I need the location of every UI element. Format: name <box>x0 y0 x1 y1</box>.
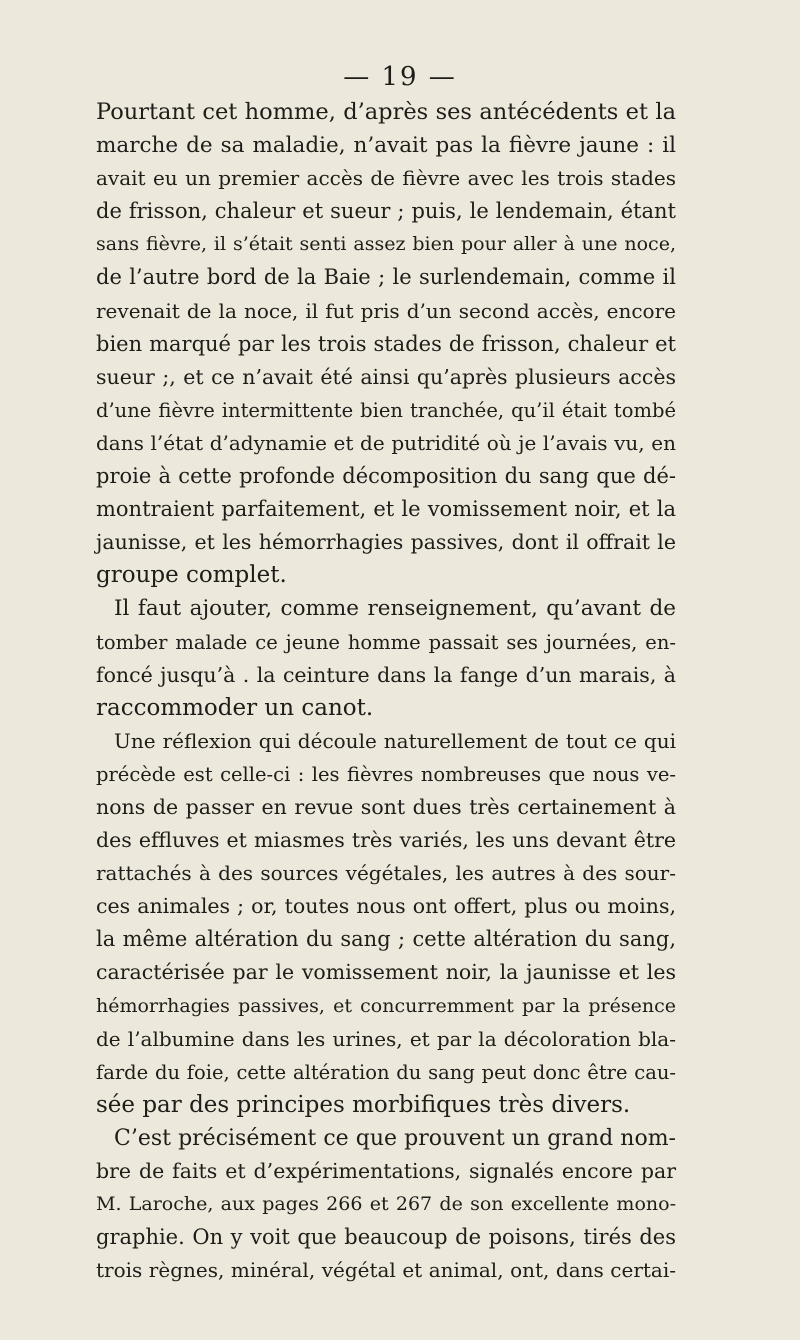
text-line: dans l’état d’adynamie et de putridité où je l’avais vu, en <box>96 430 676 455</box>
text-line: bien marqué par les trois stades de frisson, chaleur et <box>96 331 676 356</box>
text-line: des effluves et miasmes très variés, les uns devant être <box>96 828 676 853</box>
text-line: d’une fièvre intermittente bien tranchée, qu’il était tombé <box>96 398 676 422</box>
text-line: proie à cette profonde décomposition du sang que dé- <box>96 464 676 489</box>
text-line: montraient parfaitement, et le vomissement noir, et la <box>96 497 676 522</box>
text-line: caractérisée par le vomissement noir, la jaunisse et les <box>96 960 676 985</box>
text-line: sée par des principes morbifiques très divers. <box>96 1091 631 1118</box>
text-line: sans fièvre, il s’était senti assez bien pour aller à une noce, <box>96 233 676 256</box>
text-line: sueur ;, et ce n’avait été ainsi qu’après plusieurs accès <box>96 364 676 389</box>
text-line: Il faut ajouter, comme renseignement, qu’avant de <box>114 596 676 622</box>
text-line: graphie. On y voit que beaucoup de poisons, tirés des <box>96 1225 676 1250</box>
text-line: C’est précisément ce que prouvent un grand nom- <box>114 1125 676 1151</box>
text-line: foncé jusqu’à . la ceinture dans la fange d’un marais, à <box>96 662 676 687</box>
text-line: hémorrhagies passives, et concurremment par la présence <box>96 994 676 1017</box>
body-text <box>96 96 676 1287</box>
text-line: groupe complet. <box>96 562 287 589</box>
text-line: nons de passer en revue sont dues très certainement à <box>96 794 676 819</box>
text-line: bre de faits et d’expérimentations, signalés encore par <box>96 1159 676 1183</box>
text-line: raccommoder un canot. <box>96 694 374 721</box>
page-number: — 19 — <box>343 62 457 92</box>
text-line: jaunisse, et les hémorrhagies passives, dont il offrait le <box>96 530 676 555</box>
text-line: rattachés à des sources végétales, les autres à des sour- <box>96 861 676 886</box>
text-line: Pourtant cet homme, d’après ses antécédents et la <box>96 99 676 125</box>
text-line: Une réflexion qui découle naturellement de tout ce qui <box>114 728 676 753</box>
text-line: ces animales ; or, toutes nous ont offert, plus ou moins, <box>96 894 676 919</box>
text-line: la même altération du sang ; cette altération du sang, <box>96 927 676 952</box>
text-line: précède est celle-ci : les fièvres nombreuses que nous ve- <box>96 762 676 786</box>
text-line: marche de sa maladie, n’avait pas la fièvre jaune : il <box>96 133 676 159</box>
text-line: tomber malade ce jeune homme passait ses journées, en- <box>96 630 676 654</box>
text-line: de l’albumine dans les urines, et par la décoloration bla- <box>96 1026 676 1051</box>
text-line: de frisson, chaleur et sueur ; puis, le lendemain, étant <box>96 199 676 224</box>
text-line: de l’autre bord de la Baie ; le surlendemain, comme il <box>96 265 676 290</box>
text-line: trois règnes, minéral, végétal et animal, ont, dans certai- <box>96 1258 676 1283</box>
text-line: farde du foie, cette altération du sang peut donc être cau- <box>96 1060 676 1084</box>
text-line: revenait de la noce, il fut pris d’un second accès, encore <box>96 298 676 323</box>
text-line: M. Laroche, aux pages 266 et 267 de son excellente mono- <box>96 1193 676 1216</box>
text-line: avait eu un premier accès de fièvre avec les trois stades <box>96 166 676 191</box>
